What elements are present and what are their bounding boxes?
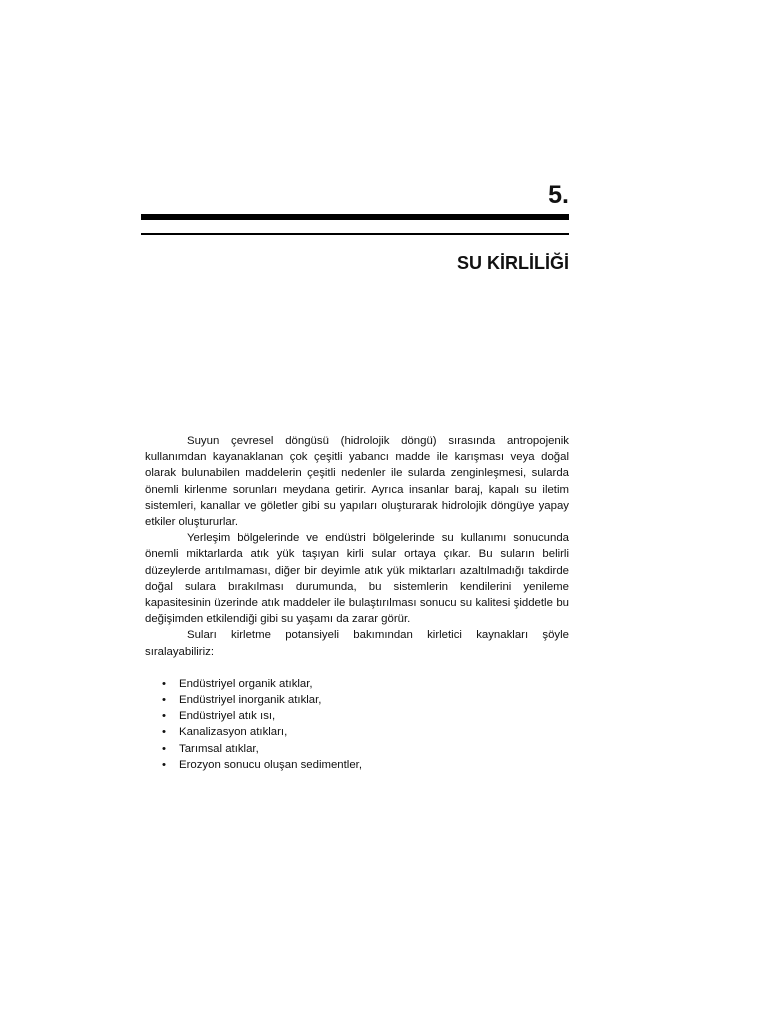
bullet-icon: • (162, 758, 166, 771)
bullet-icon: • (162, 677, 166, 690)
list-item (145, 724, 569, 740)
bullet-icon: • (162, 710, 166, 723)
list-item-text: Erozyon sonucu oluşan sedimentler, (179, 758, 362, 771)
chapter-title: SU KİRLİLİĞİ (457, 253, 569, 273)
paragraph-intro: Suyun çevresel döngüsü (hidrolojik döngü) sırasında antropojenik kullanımdan kayanaklanan çok çeşitli yabancı madde ile karışması veya doğal olarak bulunabilen maddelerin çeşitli nedenler ile sularda zenginleşmesi, sularda önemli kirlenme sorunları meydana getirir. Ayrıca insanlar baraj, kapalı su iletim sistemleri, kanallar ve göletler gibi su yapıları oluşturarak hidrolojik döngüye yapay etkiler oluştururlar. (145, 435, 569, 529)
list-item-text: Kanalizasyon atıkları, (179, 726, 288, 739)
paragraph-sources-intro: Suları kirletme potansiyeli bakımından kirletici kaynakları şöyle sıralayabiliriz: (145, 629, 569, 658)
list-item (145, 741, 569, 757)
list-item (145, 757, 569, 773)
body-text (145, 433, 569, 773)
list-item (145, 692, 569, 708)
thin-divider (141, 233, 569, 235)
list-item-text: Endüstriyel atık ısı, (179, 710, 276, 723)
chapter-number: 5. (548, 181, 569, 209)
bullet-icon: • (162, 726, 166, 739)
list-item (145, 676, 569, 692)
pollution-sources-list (145, 676, 569, 773)
bullet-icon: • (162, 694, 166, 707)
paragraph-settlements: Yerleşim bölgelerinde ve endüstri bölgelerinde su kullanımı sonucunda önemli miktarlarda atık yük taşıyan kirli sular ortaya çıkar. Bu suların belirli düzeylerde arıtılmaması, diğer bir deyimle atık yük miktarları azaltılmadığı takdirde doğal sulara bırakılması durumunda, bu sistemlerin kendilerini yenileme kapasitesinin üzerinde atık maddeler ile bulaştırılması sonucu su kalitesi şiddetle bu değişimden etkilendiği gibi su yaşamı da zarar görür. (145, 532, 569, 626)
thick-divider (141, 214, 569, 220)
list-item-text: Endüstriyel organik atıklar, (179, 677, 313, 690)
bullet-icon: • (162, 742, 166, 755)
list-item (145, 708, 569, 724)
list-item-text: Endüstriyel inorganik atıklar, (179, 694, 322, 707)
list-item-text: Tarımsal atıklar, (179, 742, 259, 755)
